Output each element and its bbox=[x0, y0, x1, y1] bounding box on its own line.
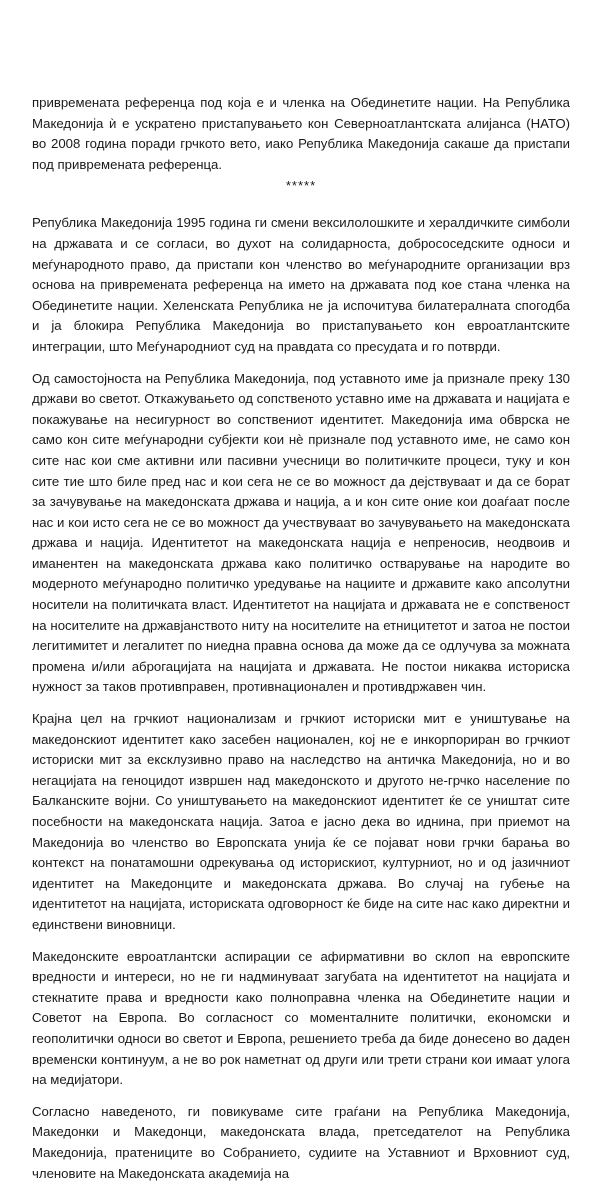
section-separator: ***** bbox=[285, 178, 317, 194]
paragraph-symbols-1995: Република Македонија 1995 година ги смени вексилолошките и хералдичките симболи на државата и се согласи, во духот на солидарноста, добрососедските односи и меѓународното право, да пристапи кон членство во меѓународните организации врз основа на привремената референца на името на државата под кое стана членка на Обединетите нации. Хеленската Република не ја испочитува билатералната спогодба и ја блокира Република Македонија во пристапувањето кон евроатлантските интеграции, што Меѓународниот суд на правдата со пресудата и го потврди. bbox=[32, 215, 570, 354]
paragraph-gap bbox=[32, 1091, 570, 1102]
paragraph-appeal: Согласно наведеното, ги повикуваме сите граѓани на Република Македонија, Македонки и Македонци, македонската влада, претседателот на Република Македонија, пратениците во Собранието, судиите на Уставниот и Врховниот суд, членовите на Македонската академија на bbox=[32, 1103, 570, 1181]
paragraph-identity: Од самостојноста на Република Македонија, под уставното име ја признале преку 130 држави во светот. Откажувањето од сопственото уставно име на државата и нацијата е покажување на несигурност во сопствениот идентитет. Македонија има обврска не само кон сите меѓународни субјекти кои нѐ признале под уставното име, не само кон сите нас кои сме активни или пасивни учесници во политичките процеси, туку и кон сите тие што биле пред нас и кои сега не се во можност да дејствуваат и да се борат за зачувување на македонската држава и нација, а и кон сите оние кои доаѓаат после нас и кои исто сега не се во можност да учествуваат во зачувувањето на македонската држава и нација. Идентитетот на македонската нација е непреносив, неодвоив и иманентен на македонската држава како политичко остварување на народите во модерното меѓународно политичко уредување на нациите и државите како апсолутни носители на политичката власт. Идентитетот на нацијата и државата не е сопственост на носителите на државјанството ниту на носителите на етницитетот и затоа не постои легитимитет и легалитет по ниедна правна основа да може да се одлучува за можната промена и/или аброгацијата на нацијата и државата. Не постои никаква историска нужност за таков противправен, противнационален и противдржавен чин. bbox=[32, 370, 570, 695]
paragraph-nationalism: Крајна цел на грчкиот национализам и грчкиот историски мит е уништување на македонскиот идентитет како засебен национален, кој не е инкорпориран во грчкиот историски мит за ексклузивно право на наследство на античка Македонија, но и во негацијата на геноцидот извршен над македонското и другото не-грчко население по Балканските војни. Со уништувањето на македонскиот идентитет ќе се уништат сите посебности на македонската нација. Затоа е јасно дека во иднина, при приемот на Македонија во членство во Европската унија ќе се појават нови грчки барања во контекст на понатамошни одрекувања од историскиот, културниот, но и од јазичниот идентитет на Македонците и македонската држава. Во случај на губење на идентитетот на нацијата, историската одговорност ќе биде на сите нас како директни и единствени виновници. bbox=[32, 711, 570, 932]
paragraph-gap bbox=[32, 358, 570, 369]
paragraph-un-nato: привремената референца под која е и членка на Обединетите нации. На Република Македонија ѝ е ускратено пристапувањето кон Северноатлантската алијанса (НАТО) во 2008 година поради грчкото вето, иако Република Македонија сакаше да пристапи под привремената референца. bbox=[32, 95, 570, 172]
paragraph-gap bbox=[32, 936, 570, 947]
paragraph-gap bbox=[32, 698, 570, 709]
paragraph-euro-atlantic: Македонските евроатлантски аспирации се афирмативни во склоп на европските вредности и интереси, но не ги надминуваат загубата на идентитетот на нацијата и стекнатите права и вредности како полноправна членка на Обединетите нации и Советот на Европа. Во согласност со моменталните политички, економски и геополитички односи во светот и Европа, решението треба да биде донесено во даден временски континуум, а не во рок наметнат од други или трети страни кои имаат улога на медијатори. bbox=[32, 948, 570, 1088]
